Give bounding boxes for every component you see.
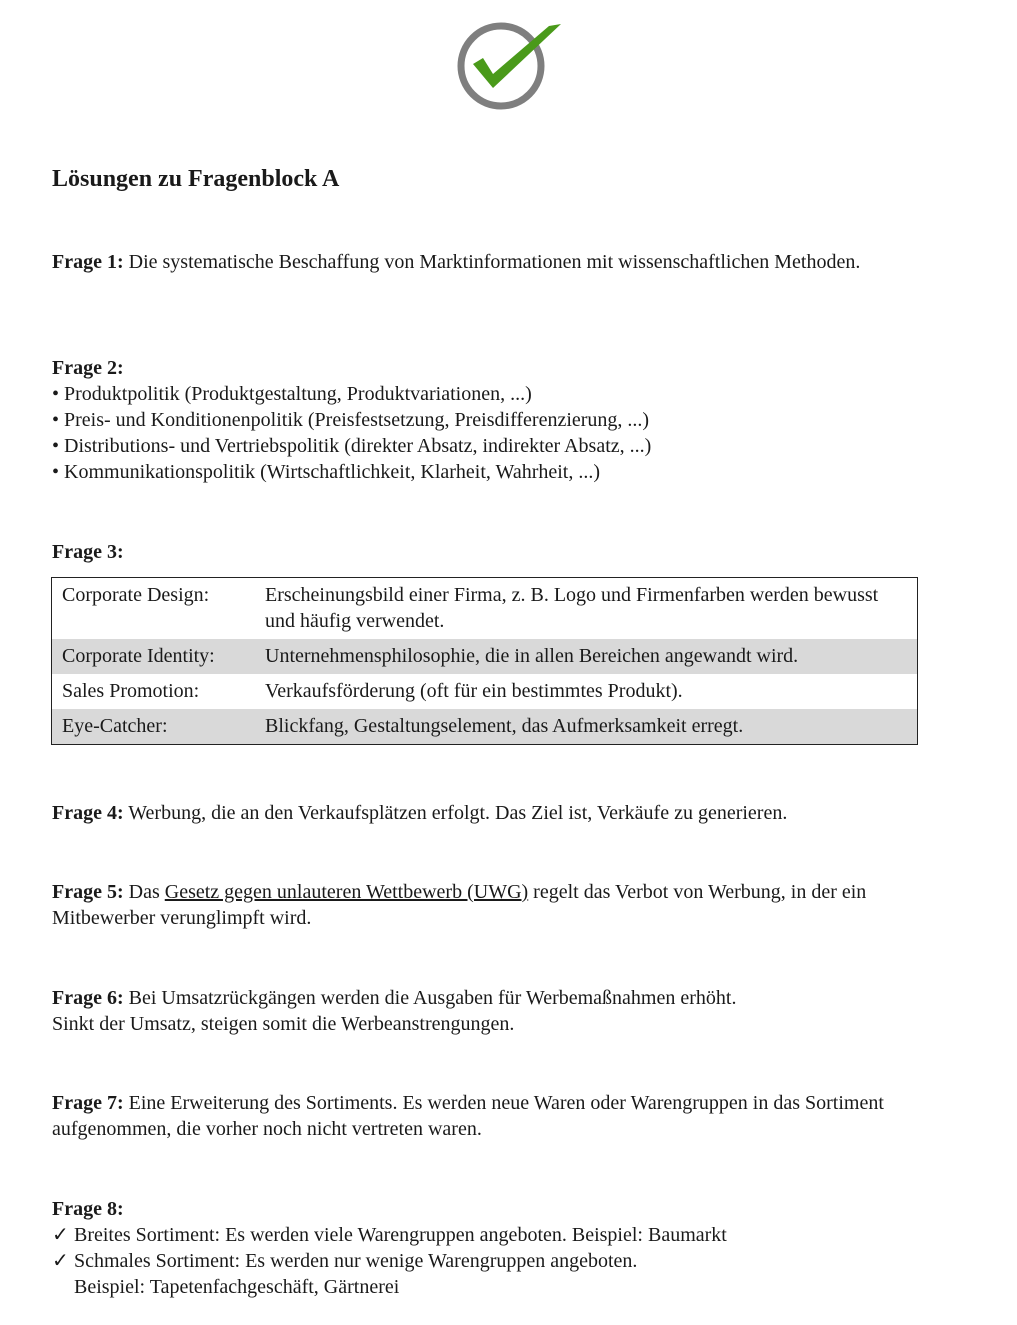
table-row xyxy=(52,639,918,674)
answer-4 xyxy=(52,800,932,826)
answer-6: Frage 6: Bei Umsatzrückgängen werden die Ausgaben für Werbemaßnahmen erhöht. Sinkt der Umsatz, steigen somit die Werbeanstrengungen. xyxy=(52,987,737,1035)
question-label: Frage 5: xyxy=(52,881,124,903)
list-item: • Preis- und Konditionenpolitik (Preisfestsetzung, Preisdifferenzierung, ...) xyxy=(52,409,650,431)
bullet: • xyxy=(52,409,60,431)
definition-cell: Verkaufsförderung (oft für ein bestimmtes Produkt). xyxy=(265,680,683,702)
question-label: Frage 6: xyxy=(52,987,124,1009)
list-item: ✓ Schmales Sortiment: Es werden nur wenige Warengruppen angeboten. xyxy=(52,1250,638,1272)
table-row xyxy=(52,709,918,745)
answer-3-label xyxy=(52,539,932,565)
question-label: Frage 2: xyxy=(52,357,124,379)
bullet: • xyxy=(52,435,60,457)
bullet: • xyxy=(52,383,60,405)
question-label: Frage 7: xyxy=(52,1092,124,1114)
question-label: Frage 3: xyxy=(52,541,124,563)
list-item-continuation: Beispiel: Tapetenfachgeschäft, Gärtnerei xyxy=(74,1276,400,1298)
answer-8 xyxy=(52,1196,932,1300)
term-cell: Corporate Design: xyxy=(62,584,210,606)
table-row xyxy=(52,578,918,640)
checkmark-icon: ✓ xyxy=(52,1224,69,1246)
page-title: Lösungen zu Fragenblock A xyxy=(52,166,340,192)
question-label: Frage 8: xyxy=(52,1198,124,1220)
table-row xyxy=(52,674,918,709)
question-label: Frage 1: xyxy=(52,251,124,273)
list-item: • Kommunikationspolitik (Wirtschaftlichkeit, Klarheit, Wahrheit, ...) xyxy=(52,461,601,483)
checkmark-logo-icon xyxy=(453,18,565,112)
law-reference: Gesetz gegen unlauteren Wettbewerb (UWG) xyxy=(164,881,529,903)
answer-1 xyxy=(52,249,932,275)
answer-2 xyxy=(52,355,932,485)
term-cell: Corporate Identity: xyxy=(52,639,256,674)
definition-cell: Unternehmensphilosophie, die in allen Bereichen angewandt wird. xyxy=(255,639,918,674)
answer-text: Eine Erweiterung des Sortiments. Es werden neue Waren oder Warengruppen in das Sortiment aufgenommen, die vorher noch nicht vertreten waren. xyxy=(52,1092,884,1140)
answer-text: Die systematische Beschaffung von Marktinformationen mit wissenschaftlichen Methoden. xyxy=(123,251,861,273)
list-item: • Distributions- und Vertriebspolitik (direkter Absatz, indirekter Absatz, ...) xyxy=(52,435,652,457)
definitions-table xyxy=(51,577,918,745)
definition-cell: Erscheinungsbild einer Firma, z. B. Logo und Firmenfarben werden bewusst und häufig verwendet. xyxy=(265,584,879,632)
bullet: • xyxy=(52,461,60,483)
term-cell: Eye-Catcher: xyxy=(52,709,256,745)
answer-text: Werbung, die an den Verkaufsplätzen erfolgt. Das Ziel ist, Verkäufe zu generieren. xyxy=(123,802,788,824)
list-item: ✓ Breites Sortiment: Es werden viele Warengruppen angeboten. Beispiel: Baumarkt xyxy=(52,1224,727,1246)
question-label: Frage 4: xyxy=(52,802,124,824)
answer-5: Frage 5: Das Gesetz gegen unlauteren Wettbewerb (UWG) regelt das Verbot von Werbung, in der ein Mitbewerber verunglimpft wird. xyxy=(52,881,867,929)
answer-7 xyxy=(52,1090,932,1142)
term-cell: Sales Promotion: xyxy=(62,680,200,702)
list-item: • Produktpolitik (Produktgestaltung, Produktvariationen, ...) xyxy=(52,383,532,405)
bullet-list xyxy=(52,381,932,485)
definition-cell: Blickfang, Gestaltungselement, das Aufmerksamkeit erregt. xyxy=(255,709,918,745)
checkmark-icon: ✓ xyxy=(52,1250,69,1272)
